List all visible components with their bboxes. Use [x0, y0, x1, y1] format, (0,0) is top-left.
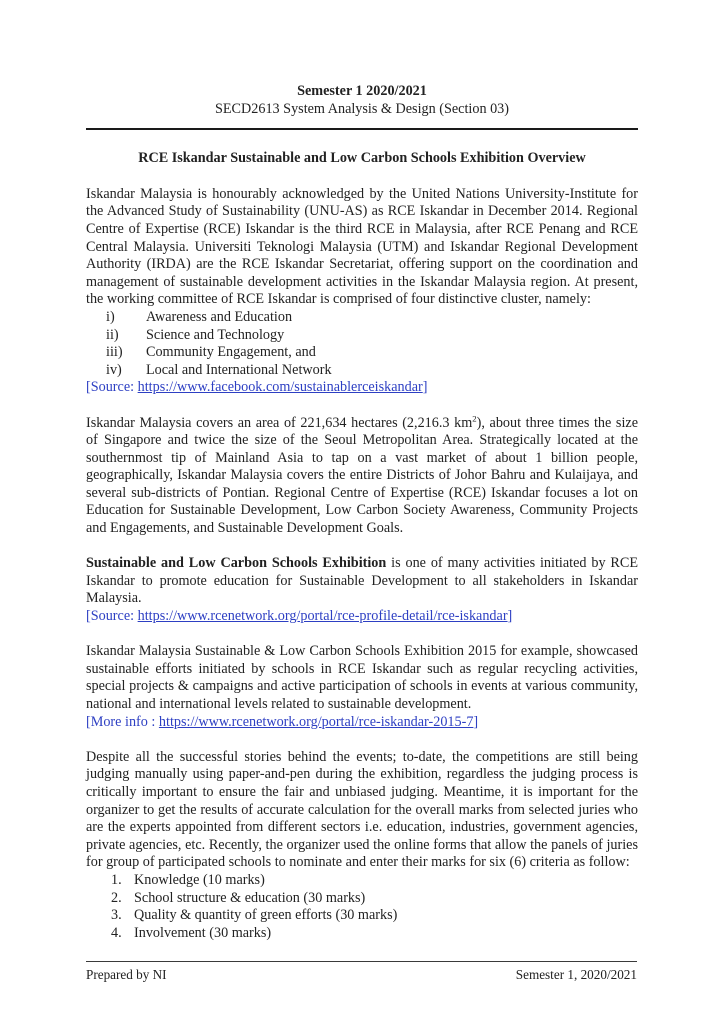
source-line-rce-profile	[86, 608, 638, 626]
list-marker: 3.	[111, 907, 122, 924]
semester-heading: Semester 1 2020/2021	[297, 83, 427, 99]
rce-profile-source-link[interactable]: https://www.rcenetwork.org/portal/rce-profile-detail/rce-iskandar	[137, 608, 508, 625]
list-item-label: Science and Technology	[146, 326, 285, 343]
list-marker: iv)	[106, 361, 122, 378]
list-marker: iii)	[106, 344, 123, 361]
document-content	[86, 83, 638, 942]
judging-paragraph: Despite all the successful stories behind the events; to-date, the competitions are still being judging manually using paper-and-pen during the exhibition, regardless the judging process is critically important to ensure the fair and unbiased judging. Meantime, it is important for the organizer to get the results of accurate calculation for the overall marks from selected juries who are the experts appointed from different sectors i.e. education, industries, government agencies, private agencies, etc. Recently, the organizer used the online forms that allow the panels of juries for group of participated schools to nominate and enter their marks for six (6) criteria as follow:	[86, 748, 638, 871]
area-text-after: ), about three times the size of Singapore and twice the size of the Seoul Metropolitan Area. Strategically located at the southernmost tip of Mainland Asia to tap on a vast market of about 1 billion people, geographically, Iskandar Malaysia covers the entire Districts of Johor Bahru and Kulaijaya, and several sub-districts of Pontian. Regional Centre of Expertise (RCE) Iskandar focuses a lot on Education for Sustainable Development, Low Carbon Society Awareness, Community Projects and Engagements, and Sustainable Development Goals.	[86, 414, 638, 537]
source-prefix: [Source:	[86, 379, 138, 396]
list-item	[86, 362, 638, 380]
criteria-list	[86, 872, 638, 942]
more-info-line	[86, 714, 638, 732]
list-marker: 2.	[111, 889, 122, 906]
list-item-label: Local and International Network	[146, 361, 332, 378]
list-item-label: Knowledge (10 marks)	[134, 871, 265, 888]
list-item-label: School structure & education (30 marks)	[134, 889, 366, 906]
area-paragraph	[86, 412, 638, 538]
course-heading: SECD2613 System Analysis & Design (Section 03)	[215, 100, 509, 117]
list-item	[86, 309, 638, 327]
footer-prepared-by: Prepared by NI	[86, 967, 167, 982]
showcase-paragraph: Iskandar Malaysia Sustainable & Low Carbon Schools Exhibition 2015 for example, showcased sustainable efforts initiated by schools in RCE Iskandar such as regular recycling activities, special projects & campaigns and active participation of schools in events at various community, national and international levels related to sustainable development.	[86, 643, 638, 712]
list-item	[86, 344, 638, 362]
list-item-label: Involvement (30 marks)	[134, 924, 272, 941]
list-item	[86, 872, 638, 890]
more-info-suffix: ]	[473, 713, 479, 730]
exhibition-text: is one of many activities initiated by RCE Iskandar to promote education for Sustainable Development to all stakeholders in Iskandar Malaysia.	[86, 555, 638, 607]
source-suffix: ]	[507, 608, 513, 625]
list-marker: i)	[106, 308, 115, 325]
page-footer	[86, 961, 637, 984]
list-item-label: Quality & quantity of green efforts (30 marks)	[134, 907, 398, 924]
list-item-label: Awareness and Education	[146, 308, 293, 325]
source-line-facebook	[86, 379, 638, 397]
footer-semester: Semester 1, 2020/2021	[515, 967, 637, 982]
source-prefix: [Source:	[86, 608, 138, 625]
list-marker: 1.	[111, 871, 122, 888]
superscript-2: 2	[472, 412, 477, 423]
doc-header	[86, 83, 638, 130]
area-text-before: Iskandar Malaysia covers an area of 221,634 hectares (2,216.3 km	[86, 414, 473, 431]
exhibition-bold-lead: Sustainable and Low Carbon Schools Exhibition	[86, 555, 387, 572]
more-info-link[interactable]: https://www.rcenetwork.org/portal/rce-iskandar-2015-7	[158, 713, 474, 730]
cluster-list	[86, 309, 638, 379]
list-item	[86, 925, 638, 943]
list-marker: 4.	[111, 924, 122, 941]
page-title: RCE Iskandar Sustainable and Low Carbon Schools Exhibition Overview	[138, 150, 586, 167]
exhibition-paragraph	[86, 555, 638, 608]
list-item	[86, 890, 638, 908]
intro-paragraph: Iskandar Malaysia is honourably acknowledged by the United Nations University-Institute for the Advanced Study of Sustainability (UNU-AS) as RCE Iskandar in December 2014. Regional Centre of Expertise (RCE) Iskandar is the third RCE in Malaysia, after RCE Penang and RCE Central Malaysia. Universiti Teknologi Malaysia (UTM) and Iskandar Regional Development Authority (IRDA) are the RCE Iskandar Secretariat, offering support on the coordination and management of sustainable development activities in the Iskandar Malaysia region. At present, the working committee of RCE Iskandar is comprised of four distinctive cluster, namely:	[86, 185, 638, 308]
source-suffix: ]	[422, 379, 428, 396]
list-marker: ii)	[106, 326, 119, 343]
list-item-label: Community Engagement, and	[146, 344, 316, 361]
list-item	[86, 327, 638, 345]
facebook-source-link[interactable]: https://www.facebook.com/sustainablerceiskandar	[137, 379, 423, 396]
list-item	[86, 907, 638, 925]
more-info-prefix: [More info :	[86, 713, 159, 730]
